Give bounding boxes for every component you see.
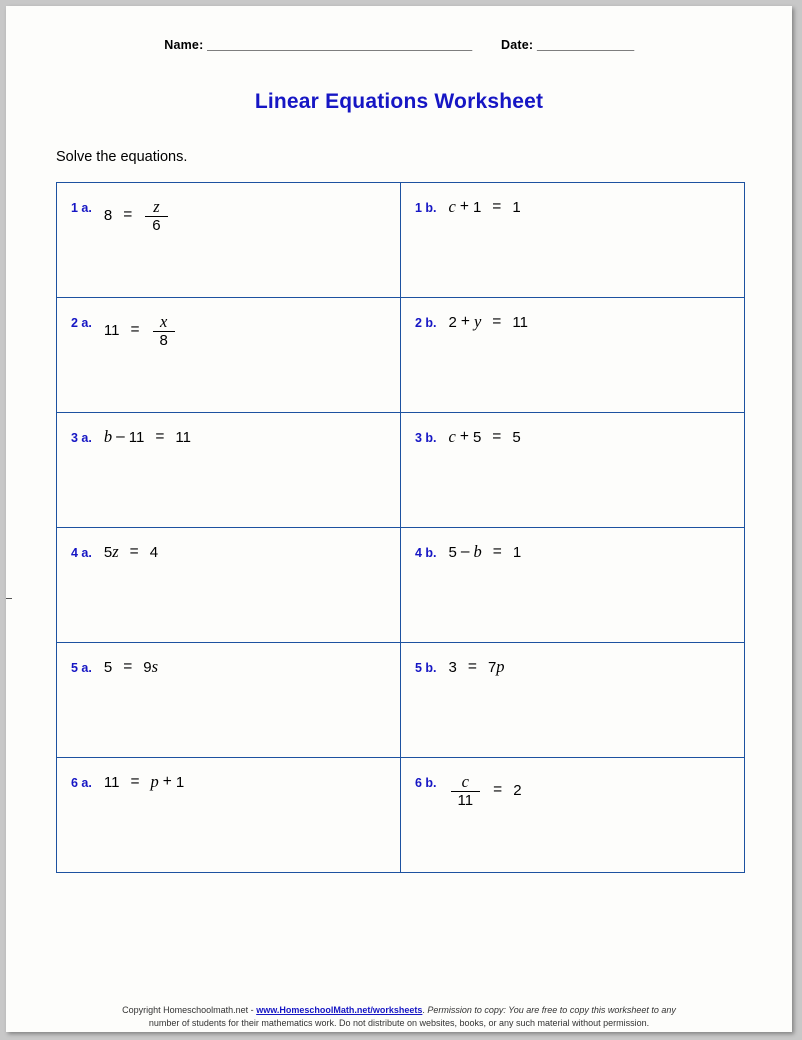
problem-number: 4 b.: [415, 546, 437, 560]
problem-number: 5 a.: [71, 661, 92, 675]
homeschoolmath-link[interactable]: www.HomeschoolMath.net/worksheets: [256, 1005, 423, 1015]
problem-number: 4 a.: [71, 546, 92, 560]
equation-6a: 11 = p + 1: [103, 772, 185, 791]
table-row: [57, 298, 745, 413]
date-blank-line: _______________: [536, 38, 634, 52]
page-title: Linear Equations Worksheet: [254, 90, 544, 113]
problem-cell-6b: [401, 758, 745, 873]
problem-cell-2b: [401, 298, 745, 413]
problems-table: [56, 182, 745, 873]
problem-number: 1 b.: [415, 201, 437, 215]
equation-3b: c + 5 = 5: [448, 427, 521, 446]
footer-permission-text: You are free to copy this worksheet to any: [505, 1005, 676, 1015]
name-label: Name:: [164, 38, 204, 52]
name-date-row: [6, 38, 792, 52]
footer-permission-label: Permission to copy:: [427, 1005, 506, 1015]
table-row: [57, 758, 745, 873]
equation-1b: c + 1 = 1: [448, 197, 521, 216]
problem-number: 3 a.: [71, 431, 92, 445]
equation-4b: 5 – b = 1: [448, 542, 522, 561]
instructions-text: Solve the equations.: [56, 149, 188, 165]
problem-cell-3b: [401, 413, 745, 528]
date-label: Date:: [501, 38, 534, 52]
footer-period: .: [422, 1005, 428, 1015]
footer: [6, 1004, 792, 1030]
equation-3a: b – 11 = 11: [103, 427, 191, 446]
equation-2b: 2 + y = 11: [448, 312, 528, 331]
problem-number: 3 b.: [415, 431, 437, 445]
equation-5b: 3 = 7 p: [448, 657, 505, 676]
footer-copyright: Copyright Homeschoolmath.net -: [122, 1005, 257, 1015]
table-row: [57, 643, 745, 758]
page-edge-mark: [6, 598, 12, 599]
footer-line2: number of students for their mathematics work. Do not distribute on websites, books, or any such material without permission.: [148, 1018, 650, 1029]
problem-cell-4a: [57, 528, 401, 643]
table-row: [57, 528, 745, 643]
table-row: [57, 413, 745, 528]
fraction: $\frac{x}{8}$: [153, 313, 175, 349]
equation-2a: 11 = $\frac{x}{8}$: [104, 310, 177, 348]
table-row: [57, 183, 745, 298]
problem-cell-1a: [57, 183, 401, 298]
problem-cell-2a: [57, 298, 401, 413]
problem-cell-4b: [401, 528, 745, 643]
problem-number: 5 b.: [415, 661, 437, 675]
problem-number: 6 b.: [415, 776, 437, 790]
problem-cell-3a: [57, 413, 401, 528]
equation-6b: $\frac{c}{11}$ = 2: [449, 770, 522, 808]
problem-cell-1b: [401, 183, 745, 298]
problem-number: 1 a.: [71, 201, 92, 215]
problem-number: 6 a.: [71, 776, 92, 790]
fraction: $\frac{z}{6}$: [145, 198, 167, 234]
equation-4a: 5 z = 4: [103, 542, 159, 561]
problem-cell-5b: [401, 643, 745, 758]
worksheet-page: [6, 6, 792, 1032]
equation-5a: 5 = 9 s: [103, 657, 159, 676]
problem-cell-6a: [57, 758, 401, 873]
problem-cell-5a: [57, 643, 401, 758]
problem-number: 2 b.: [415, 316, 437, 330]
equation-1a: 8 = $\frac{z}{6}$: [104, 195, 170, 233]
problem-number: 2 a.: [71, 316, 92, 330]
fraction: $\frac{c}{11}$: [451, 773, 481, 809]
name-blank-line: _________________________________________: [207, 38, 472, 52]
